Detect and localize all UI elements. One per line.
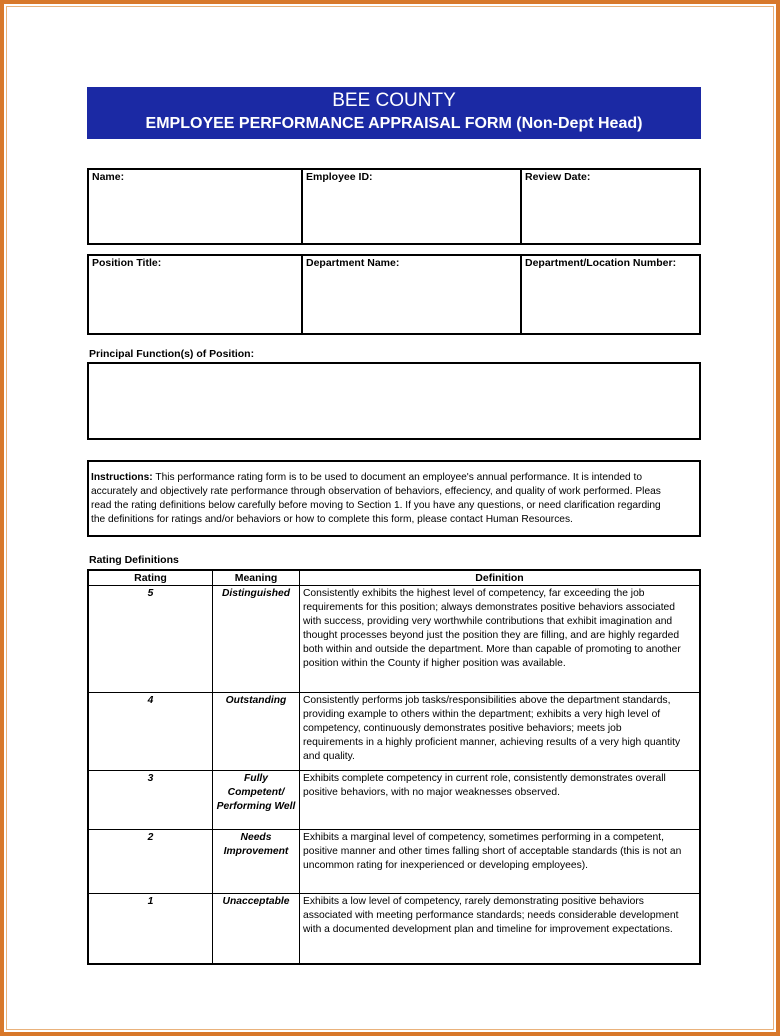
rating-value: 3	[88, 771, 213, 830]
department-name-cell[interactable]	[302, 255, 521, 334]
rating-definition: Consistently performs job tasks/responsibilities above the department standards, providing example to others within the department; exhibits a very high level of competency, continuously demonstrates positive behaviors; meets job requirements in a highly proficient manner, achieving results of a very high quantity and quality.	[300, 693, 701, 771]
rating-definition: Exhibits complete competency in current role, consistently demonstrates overall positive behaviors, with no major weaknesses observed.	[300, 771, 701, 830]
position-title-field[interactable]	[92, 271, 298, 333]
position-title-cell[interactable]	[88, 255, 302, 334]
employee-id-cell[interactable]	[302, 169, 521, 244]
rating-header-row	[88, 570, 700, 586]
department-name-label: Department Name:	[306, 257, 400, 269]
department-location-field[interactable]	[525, 271, 696, 333]
employee-id-label: Employee ID:	[306, 171, 373, 183]
rating-definition: Consistently exhibits the highest level of competency, far exceeding the job requirements for this position; always demonstrates positive behaviors associated with success, providing very worthwhile contributions that exhibit imagination and thought processes beyond just the position they are filling, and are highly regarded both within and outside the department. More than capable of promoting to another position within the County if higher position was available.	[300, 586, 701, 693]
rating-definitions-title: Rating Definitions	[89, 554, 179, 566]
position-info-table	[87, 254, 701, 335]
position-title-label: Position Title:	[92, 257, 162, 269]
department-location-label: Department/Location Number:	[525, 257, 677, 269]
employee-info-table	[87, 168, 701, 245]
principal-functions-label: Principal Function(s) of Position:	[89, 348, 255, 360]
rating-row	[88, 586, 700, 693]
review-date-field[interactable]	[525, 185, 696, 243]
department-location-cell[interactable]	[521, 255, 700, 334]
review-date-cell[interactable]	[521, 169, 700, 244]
rating-definition: Exhibits a low level of competency, rarely demonstrating positive behaviors associated with meeting performance standards; needs considerable development with a documented development plan and timeline for improvement expectations.	[300, 894, 701, 964]
rating-definitions-table	[87, 569, 701, 965]
meaning-header: Meaning	[213, 570, 300, 586]
rating-row	[88, 771, 700, 830]
rating-definition: Exhibits a marginal level of competency, sometimes performing in a competent, positive manner and other times falling short of acceptable standards (this is not an uncommon rating for inexperienced or developing employees).	[300, 830, 701, 894]
rating-value: 2	[88, 830, 213, 894]
rating-row	[88, 693, 700, 771]
instructions-line-2: accurately and objectively rate performance through observation of behaviors, effeciency, and quality of work performed. Pleas	[91, 486, 661, 497]
form-title: EMPLOYEE PERFORMANCE APPRAISAL FORM (Non-Dept Head)	[145, 115, 643, 132]
rating-meaning: Unacceptable	[213, 894, 300, 964]
rating-value: 1	[88, 894, 213, 964]
instructions-text-1: This performance rating form is to be used to document an employee's annual performance. It is intended to	[152, 472, 643, 483]
instructions-box	[87, 460, 701, 537]
rating-meaning: Outstanding	[213, 693, 300, 771]
name-cell[interactable]	[88, 169, 302, 244]
review-date-label: Review Date:	[525, 171, 591, 183]
rating-value: 5	[88, 586, 213, 693]
form-header	[87, 87, 701, 139]
rating-meaning: Needs Improvement	[213, 830, 300, 894]
name-label: Name:	[92, 171, 125, 183]
rating-row	[88, 894, 700, 964]
rating-meaning: Fully Competent/ Performing Well	[213, 771, 300, 830]
employee-id-field[interactable]	[306, 185, 517, 243]
rating-header: Rating	[88, 570, 213, 586]
principal-functions-field[interactable]	[87, 362, 701, 440]
name-field[interactable]	[92, 185, 298, 243]
definition-header: Definition	[300, 570, 701, 586]
instructions-lead: Instructions:	[91, 472, 153, 483]
rating-value: 4	[88, 693, 213, 771]
instructions-line-3: read the rating definitions below carefully before moving to Section 1. If you have any questions, or need clarification regarding	[91, 500, 661, 511]
instructions-line-1	[91, 471, 697, 485]
rating-meaning: Distinguished	[213, 586, 300, 693]
rating-row	[88, 830, 700, 894]
department-name-field[interactable]	[306, 271, 517, 333]
county-name: BEE COUNTY	[332, 90, 456, 111]
instructions-line-4: the definitions for ratings and/or behaviors or how to complete this form, please contact Human Resources.	[91, 514, 573, 525]
